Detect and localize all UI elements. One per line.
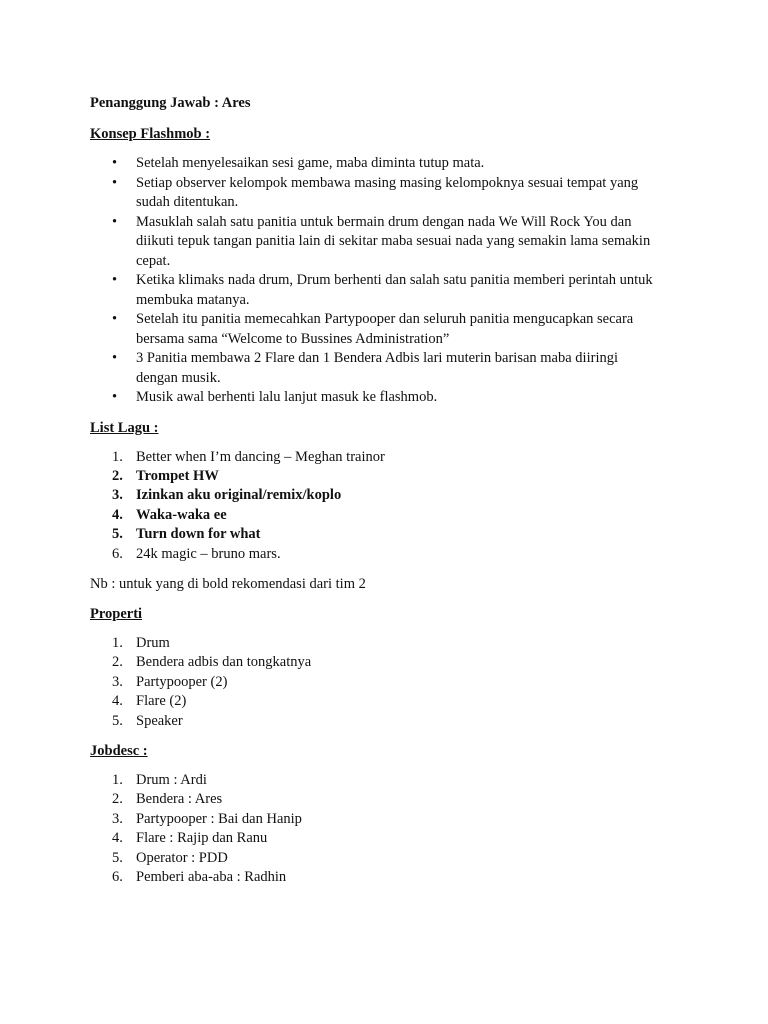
bullet-icon: •	[112, 213, 118, 230]
lagu-item-text: Izinkan aku original/remix/koplo	[136, 487, 342, 504]
properti-item-number: 5.	[112, 712, 123, 729]
konsep-item	[90, 349, 690, 388]
lagu-item-text: Waka-waka ee	[136, 506, 227, 523]
konsep-item-line: Setelah itu panitia memecahkan Partypooper dan seluruh panitia mengucapkan secara	[136, 311, 634, 327]
properti-item	[90, 692, 690, 711]
jobdesc-item-number: 1.	[112, 771, 123, 788]
properti-item-number: 2.	[112, 654, 123, 671]
konsep-item	[90, 271, 690, 310]
bullet-icon: •	[112, 389, 118, 405]
lagu-item	[90, 467, 690, 486]
bullet-icon: •	[112, 174, 118, 191]
properti-item	[90, 712, 690, 731]
jobdesc-item-text: Flare : Rajip dan Ranu	[136, 830, 268, 847]
properti-item-number: 3.	[112, 673, 123, 690]
lagu-note: Nb : untuk yang di bold rekomendasi dari tim 2	[90, 575, 366, 592]
lagu-item-text: Turn down for what	[136, 526, 261, 543]
lagu-item-number: 3.	[112, 487, 123, 504]
konsep-item-line: Setiap observer kelompok membawa masing masing kelompoknya sesuai tempat yang	[136, 174, 639, 191]
jobdesc-item-text: Partypooper : Bai dan Hanip	[136, 810, 302, 827]
lagu-item-text: Trompet HW	[136, 467, 219, 484]
bullet-icon: •	[112, 272, 118, 288]
jobdesc-item-number: 5.	[112, 849, 123, 866]
konsep-item-line: Masuklah salah satu panitia untuk bermain drum dengan nada We Will Rock You dan	[136, 213, 632, 230]
lagu-item	[90, 448, 690, 467]
lagu-item-number: 6.	[112, 545, 123, 562]
lagu-item-number: 4.	[112, 506, 123, 523]
lagu-heading: List Lagu :	[90, 419, 159, 436]
jobdesc-item	[90, 771, 690, 790]
konsep-item-line: Setelah menyelesaikan sesi game, maba diminta tutup mata.	[136, 155, 485, 171]
konsep-item	[90, 388, 690, 408]
konsep-item-line: dengan musik.	[136, 369, 221, 386]
properti-item-text: Speaker	[136, 712, 183, 729]
lagu-list	[90, 448, 690, 564]
konsep-item-line: Musik awal berhenti lalu lanjut masuk ke flashmob.	[136, 389, 438, 405]
bullet-icon: •	[112, 350, 118, 366]
konsep-item-line: diikuti tepuk tangan panitia lain di sekitar maba sesuai nada yang semakin lama semakin	[136, 233, 651, 249]
responsible-person: Penanggung Jawab : Ares	[90, 95, 251, 111]
properti-item-number: 1.	[112, 634, 123, 651]
properti-item	[90, 634, 690, 653]
jobdesc-item-text: Bendera : Ares	[136, 791, 223, 808]
properti-item-text: Bendera adbis dan tongkatnya	[136, 654, 312, 671]
lagu-item	[90, 506, 690, 525]
jobdesc-item-number: 4.	[112, 830, 123, 847]
konsep-item	[90, 154, 690, 174]
lagu-item-number: 1.	[112, 448, 123, 465]
properti-item-text: Partypooper (2)	[136, 673, 228, 690]
lagu-item	[90, 545, 690, 564]
konsep-item	[90, 213, 690, 272]
konsep-item-line: cepat.	[136, 252, 171, 269]
konsep-heading: Konsep Flashmob :	[90, 126, 211, 142]
konsep-item-line: membuka matanya.	[136, 291, 250, 308]
jobdesc-item	[90, 868, 690, 887]
lagu-item	[90, 486, 690, 505]
konsep-item-line: 3 Panitia membawa 2 Flare dan 1 Bendera Adbis lari muterin barisan maba diiringi	[136, 350, 618, 366]
konsep-item	[90, 174, 690, 213]
lagu-item-text: Better when I’m dancing – Meghan trainor	[136, 448, 385, 465]
jobdesc-item-text: Operator : PDD	[136, 849, 228, 866]
properti-list	[90, 634, 690, 731]
properti-item-text: Flare (2)	[136, 693, 187, 710]
properti-item	[90, 673, 690, 692]
lagu-item-text: 24k magic – bruno mars.	[136, 545, 281, 562]
properti-item	[90, 653, 690, 672]
jobdesc-item-text: Drum : Ardi	[136, 771, 207, 788]
lagu-item	[90, 525, 690, 544]
konsep-item-line: sudah ditentukan.	[136, 194, 239, 210]
bullet-icon: •	[112, 311, 118, 327]
jobdesc-list	[90, 771, 690, 887]
document-content	[90, 93, 690, 887]
properti-item-text: Drum	[136, 634, 170, 651]
lagu-item-number: 2.	[112, 467, 123, 484]
bullet-icon: •	[112, 155, 118, 171]
lagu-item-number: 5.	[112, 526, 123, 543]
jobdesc-item	[90, 790, 690, 809]
konsep-item-line: Ketika klimaks nada drum, Drum berhenti dan salah satu panitia memberi perintah untuk	[136, 272, 653, 288]
jobdesc-item	[90, 810, 690, 829]
konsep-list	[90, 154, 690, 408]
properti-item-number: 4.	[112, 693, 123, 710]
jobdesc-heading: Jobdesc :	[90, 742, 148, 759]
jobdesc-item-number: 6.	[112, 869, 123, 885]
konsep-item	[90, 310, 690, 349]
jobdesc-item	[90, 849, 690, 868]
jobdesc-item-number: 3.	[112, 810, 123, 827]
konsep-item-line: bersama sama “Welcome to Bussines Administration”	[136, 330, 450, 347]
properti-heading: Properti	[90, 605, 143, 622]
jobdesc-item-text: Pemberi aba-aba : Radhin	[136, 869, 287, 885]
jobdesc-item-number: 2.	[112, 791, 123, 808]
jobdesc-item	[90, 829, 690, 848]
